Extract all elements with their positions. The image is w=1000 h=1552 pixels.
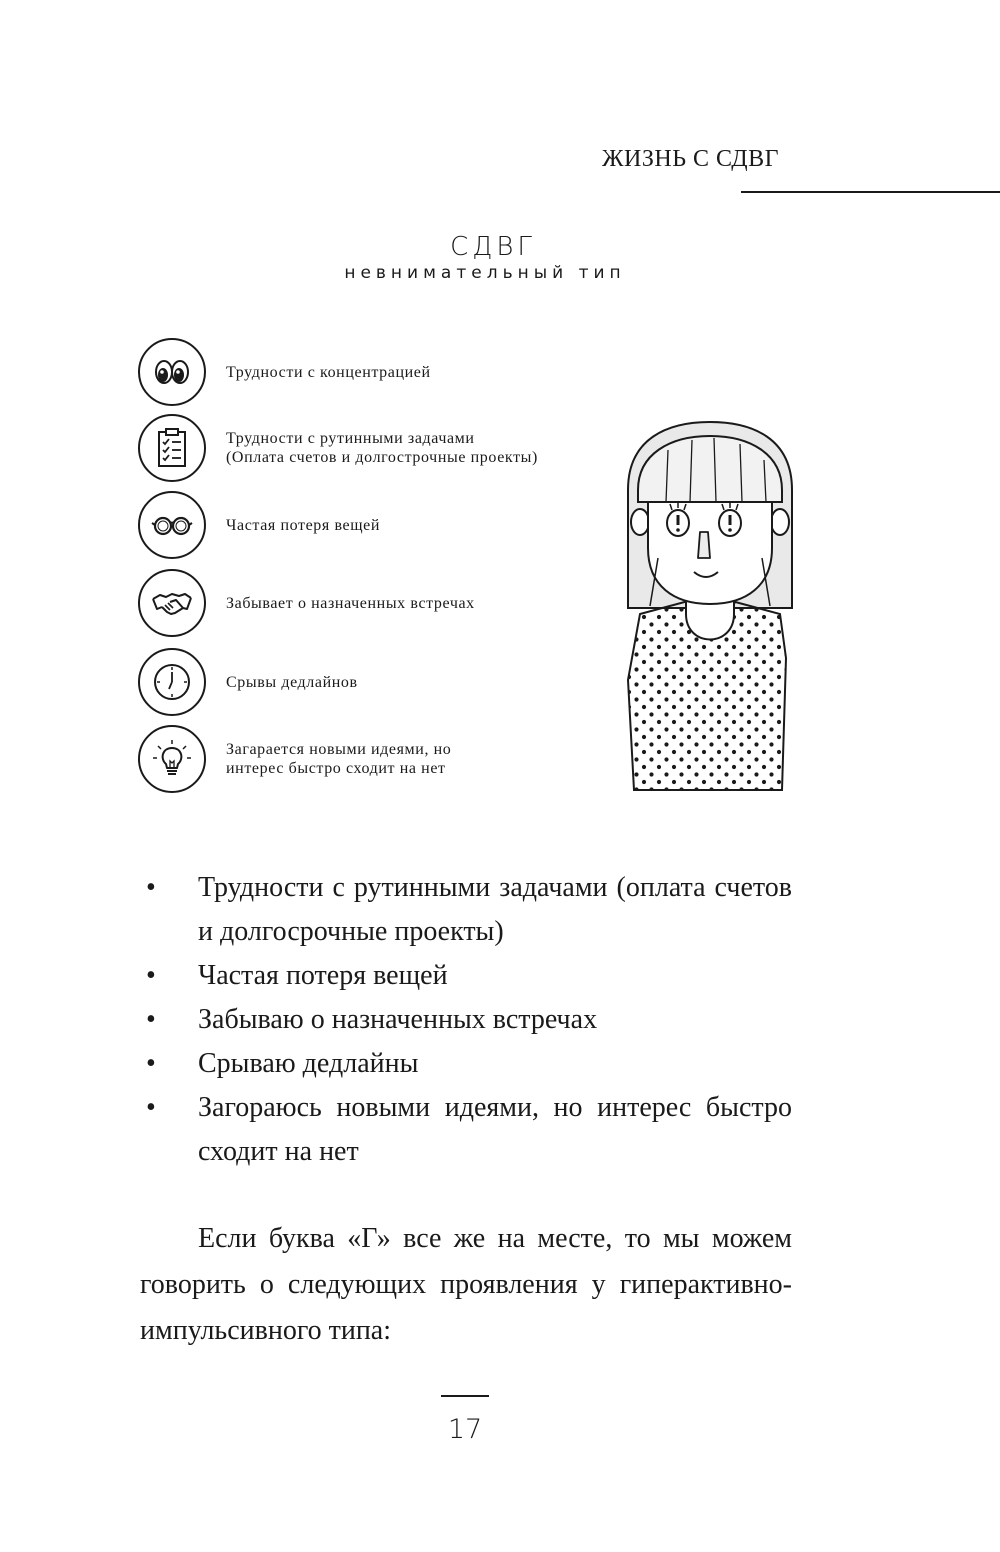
bullet-marker: • — [146, 1048, 156, 1079]
symptom-label: Загарается новыми идеями, но интерес быстро сходит на нет — [226, 741, 452, 777]
bullet-marker: • — [146, 1004, 156, 1035]
symptom-forgetting-meetings — [138, 569, 475, 637]
symptom-label: Трудности с рутинными задачами (Оплата счетов и долгострочные проекты) — [226, 430, 538, 466]
eyes-icon — [138, 338, 206, 406]
symptom-label: Срывы дедлайнов — [226, 673, 358, 691]
handshake-icon — [138, 569, 206, 637]
clock-icon — [138, 648, 206, 716]
bullet-marker: • — [146, 872, 156, 903]
bullet-list — [140, 866, 792, 1174]
bullet-marker: • — [146, 1092, 156, 1123]
header-rule — [741, 191, 1000, 193]
list-item-text: Загораюсь новыми идеями, но интерес быстро сходит на нет — [198, 1092, 792, 1167]
list-item-text: Срываю дедлайны — [198, 1048, 419, 1079]
symptom-label: Забывает о назначенных встречах — [226, 594, 475, 612]
running-head: ЖИЗНЬ С СДВГ — [602, 146, 780, 172]
list-item-text: Трудности с рутинными задачами (оплата счетов и долгосрочные проекты) — [198, 872, 792, 947]
figure-subtitle: невнимательный тип — [344, 263, 626, 283]
figure-title: СДВГ — [450, 232, 536, 262]
list-item-text: Частая потеря вещей — [198, 960, 448, 991]
symptom-concentration — [138, 338, 431, 406]
symptom-missed-deadlines — [138, 648, 358, 716]
symptom-losing-things — [138, 491, 380, 559]
body-paragraph: Если буква «Г» все же на месте, то мы можем говорить о следующих проявления у гиперактивно-импульсивного типа: — [140, 1223, 792, 1346]
footer-rule — [441, 1395, 489, 1397]
list-item — [140, 998, 792, 1042]
symptom-routine-tasks — [138, 414, 538, 482]
list-item — [140, 1086, 792, 1174]
symptom-label: Частая потеря вещей — [226, 516, 381, 534]
checklist-icon — [138, 414, 206, 482]
lightbulb-icon — [138, 725, 206, 793]
list-item — [140, 1042, 792, 1086]
bullet-marker: • — [146, 960, 156, 991]
glasses-icon — [138, 491, 206, 559]
list-item-text: Забываю о назначенных встречах — [198, 1004, 598, 1035]
symptom-new-ideas — [138, 725, 451, 793]
girl-portrait-icon — [610, 418, 810, 794]
list-item — [140, 866, 792, 954]
symptom-label: Трудности с концентрацией — [226, 363, 431, 381]
page-number: 17 — [447, 1414, 483, 1445]
list-item — [140, 954, 792, 998]
